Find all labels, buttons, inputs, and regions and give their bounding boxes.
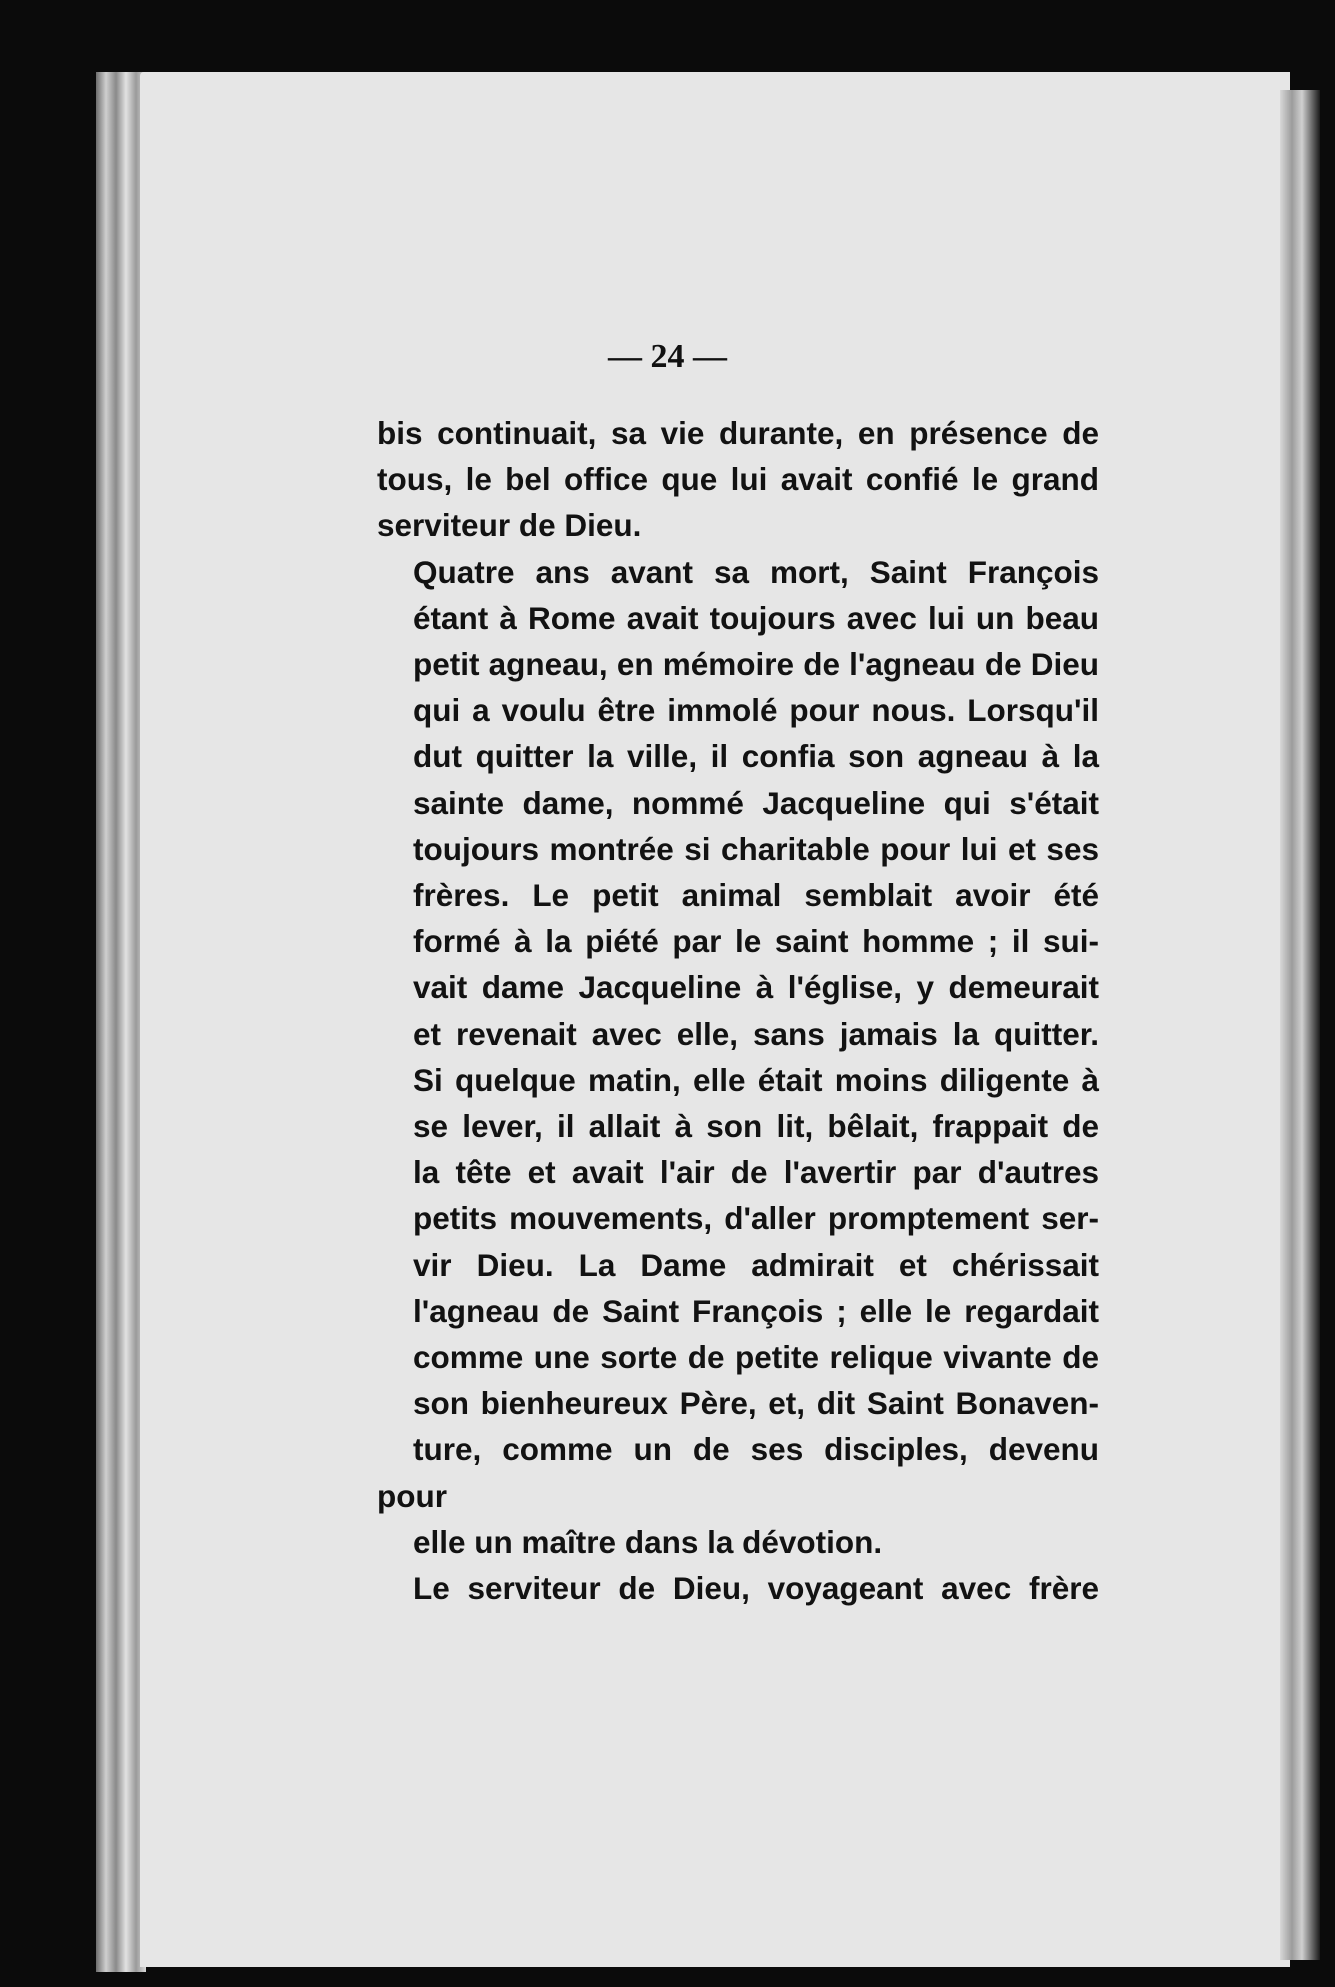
text-line: Quatre ans avant sa mort, Saint François: [413, 553, 1099, 590]
text-line: qui a voulu être immolé pour nous. Lorsqu'il: [413, 692, 1099, 729]
text-line: tous, le bel office que lui avait confié le grand: [377, 461, 1099, 498]
text-line: vir Dieu. La Dame admirait et chérissait: [413, 1246, 1099, 1283]
text-line: Si quelque matin, elle était moins diligente à: [413, 1061, 1099, 1098]
text-line: étant à Rome avait toujours avec lui un beau: [413, 599, 1099, 636]
text-line: sainte dame, nommé Jacqueline qui s'était: [413, 784, 1099, 821]
paragraph-3: [377, 1565, 1099, 1611]
text-line: bis continuait, sa vie durante, en présence de: [377, 415, 1099, 451]
text-line: Le serviteur de Dieu, voyageant avec frère: [413, 1570, 1099, 1607]
text-line: dut quitter la ville, il confia son agneau à la: [413, 738, 1099, 775]
text-line: vait dame Jacqueline à l'église, y demeurait: [413, 969, 1099, 1006]
text-line: l'agneau de Saint François ; elle le regardait: [413, 1292, 1099, 1329]
body-text: [377, 410, 1099, 1611]
text-line: et revenait avec elle, sans jamais la quitter.: [413, 1015, 1099, 1052]
text-line: son bienheureux Père, et, dit Saint Bonaven-: [413, 1385, 1099, 1422]
page-number: — 24 —: [608, 338, 727, 375]
text-line: comme une sorte de petite relique vivante de: [413, 1339, 1099, 1376]
text-line: serviteur de Dieu.: [377, 507, 642, 544]
text-line: elle un maître dans la dévotion.: [413, 1523, 883, 1560]
text-line: la tête et avait l'air de l'avertir par d'autres: [413, 1154, 1099, 1191]
text-line: petit agneau, en mémoire de l'agneau de Dieu: [413, 646, 1099, 683]
text-line: formé à la piété par le saint homme ; il sui-: [413, 923, 1099, 960]
paragraph-1: [377, 410, 1099, 549]
text-line: petits mouvements, d'aller promptement ser-: [413, 1200, 1099, 1237]
text-line: toujours montrée si charitable pour lui et ses: [413, 830, 1099, 867]
paragraph-2: [377, 549, 1099, 1565]
text-line: frères. Le petit animal semblait avoir été: [413, 877, 1099, 914]
text-line: ture, comme un de ses disciples, devenu pour: [377, 1431, 1099, 1514]
text-line: se lever, il allait à son lit, bêlait, frappait de: [413, 1108, 1099, 1145]
